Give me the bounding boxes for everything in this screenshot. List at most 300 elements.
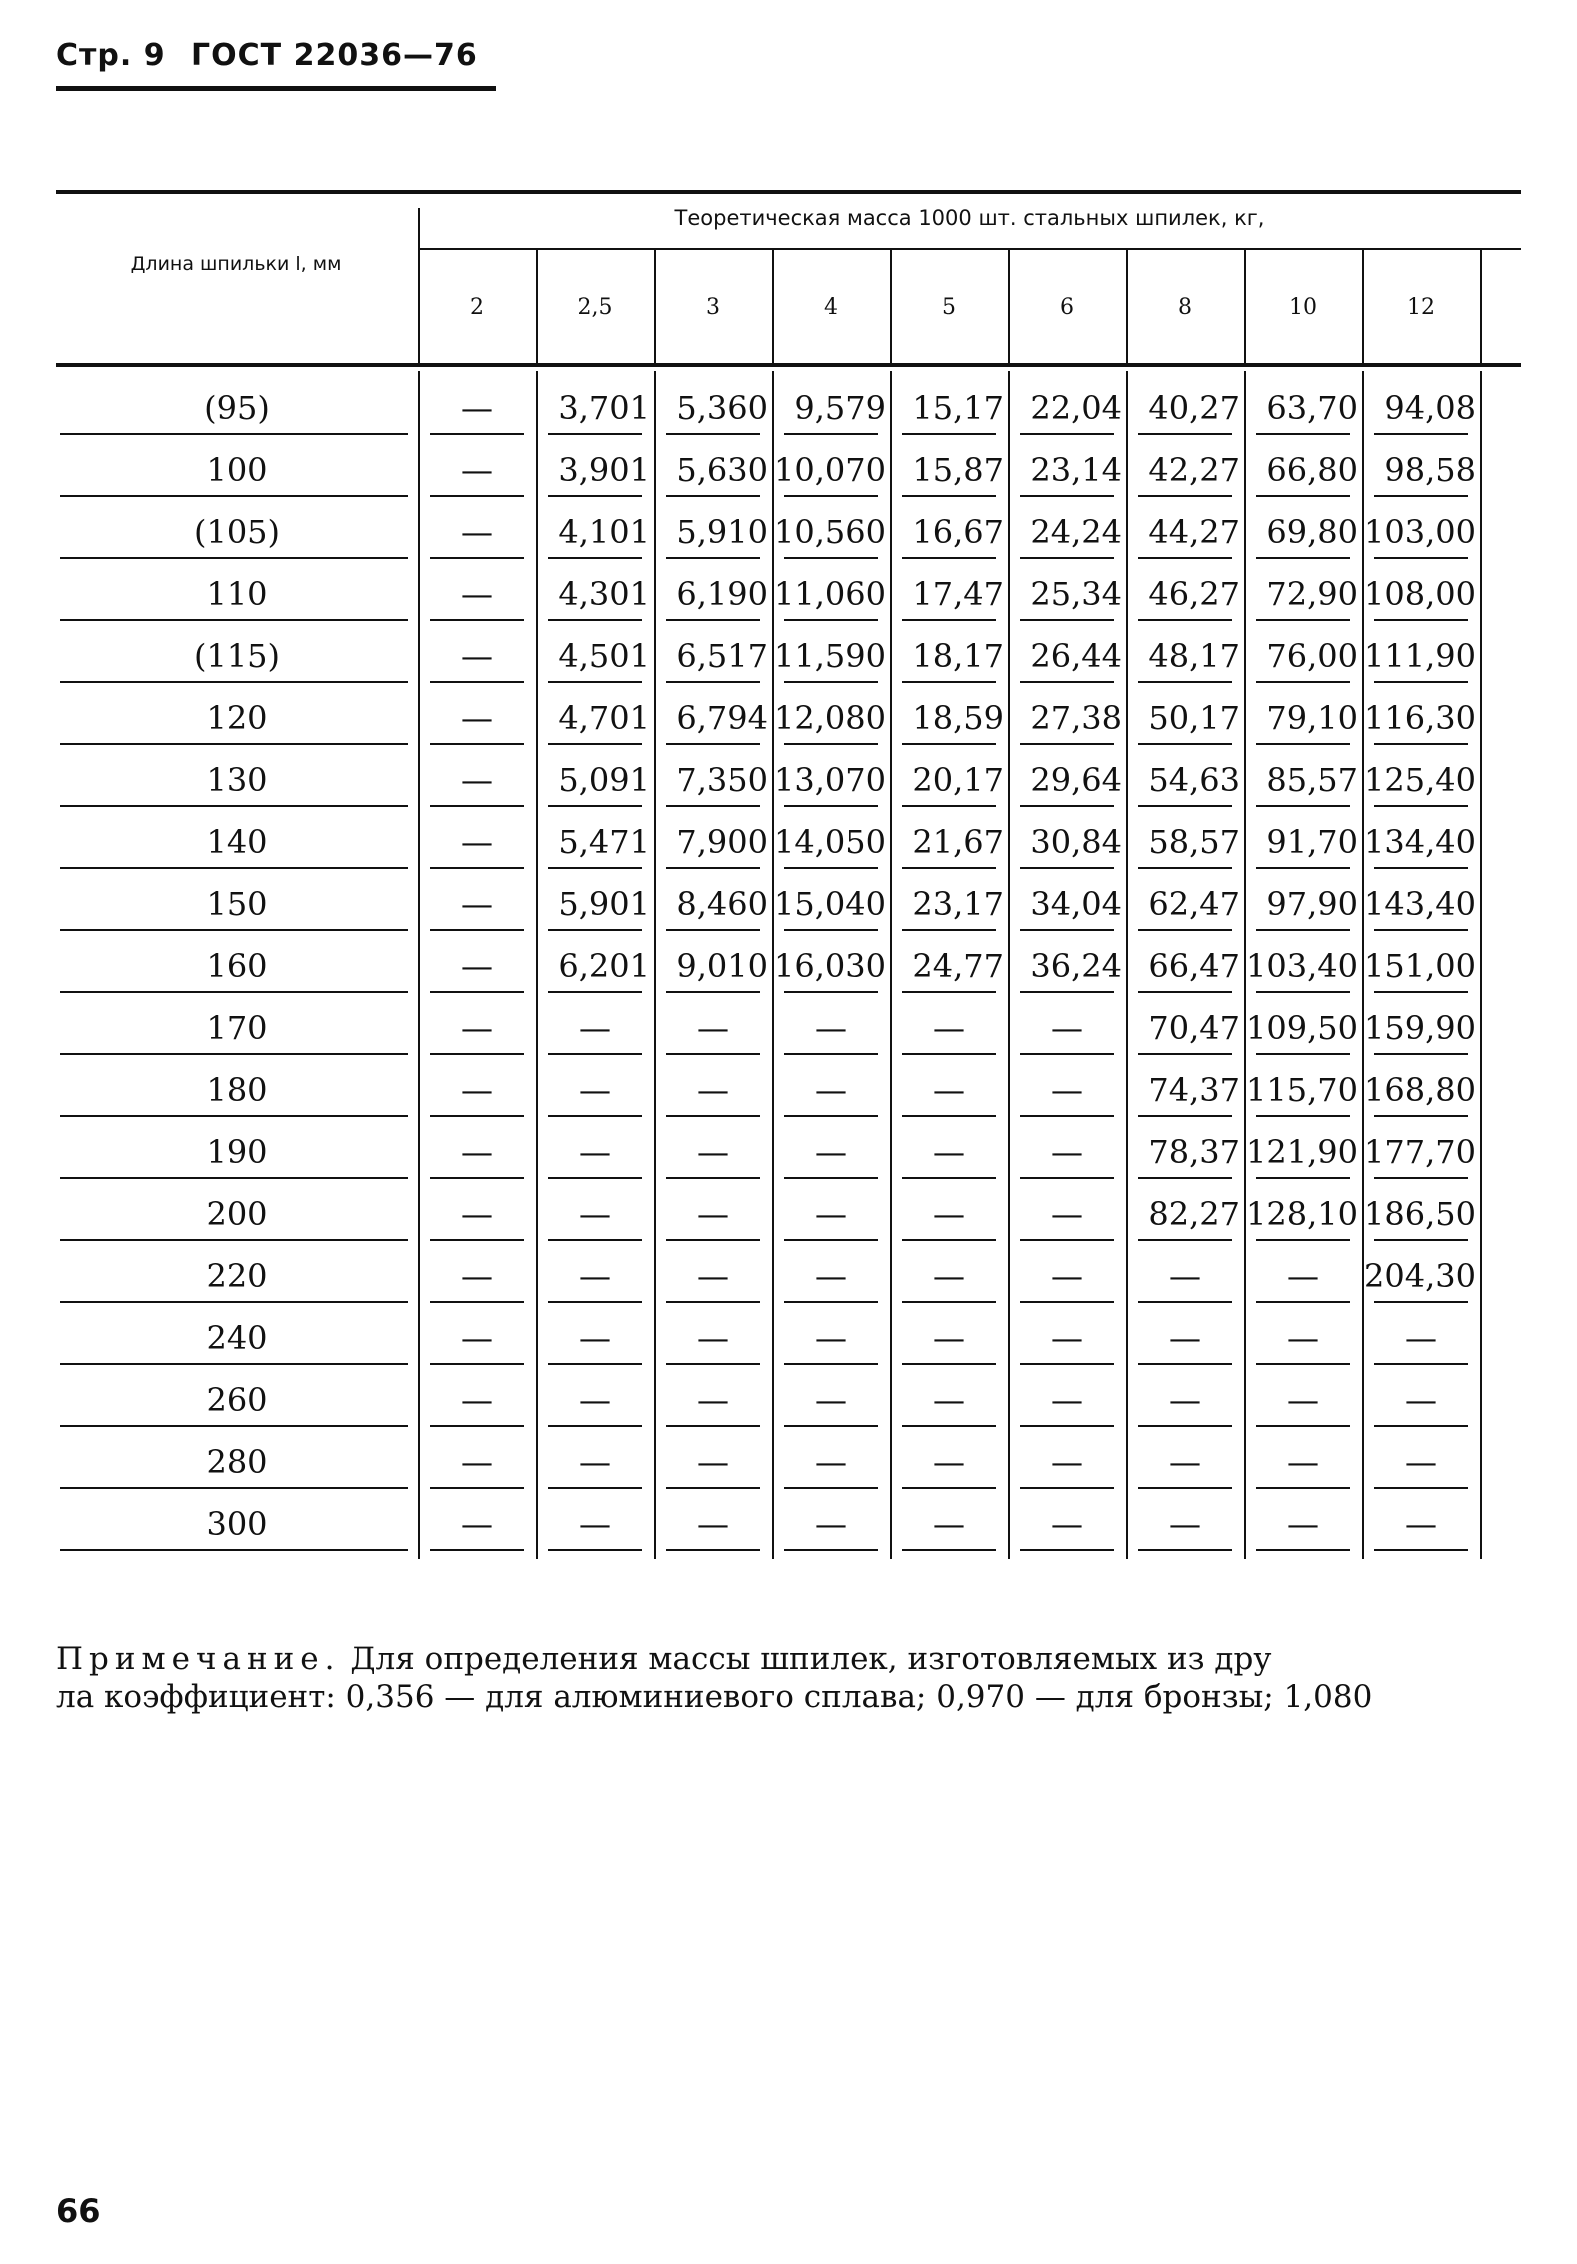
cell-underline [548,495,642,497]
table-cell: — [1287,1257,1319,1295]
cell-underline [902,495,996,497]
cell-underline [1020,991,1114,993]
row-length: (95) [204,389,270,427]
cell-underline [430,929,524,931]
cell-underline [902,1115,996,1117]
table-cell: — [697,1443,729,1481]
table-cell: 204,30 [1364,1257,1476,1295]
cell-underline [1138,619,1232,621]
cell-underline [784,991,878,993]
table-cell: 103,00 [1364,513,1476,551]
table-cell: — [933,1195,965,1233]
cell-underline [666,867,760,869]
table-cell: — [461,575,493,613]
cell-underline [430,619,524,621]
page-header [56,38,496,73]
table-cell: 66,47 [1148,947,1240,985]
table-cell: — [815,1381,847,1419]
table-cell: 168,80 [1364,1071,1476,1109]
cell-underline [666,1549,760,1551]
table-cell: 63,70 [1266,389,1358,427]
row-length: 190 [206,1133,268,1171]
row-underline [60,1363,408,1365]
table-cell: — [1169,1319,1201,1357]
standard-code: ГОСТ 22036—76 [191,38,478,73]
cell-underline [548,433,642,435]
cell-underline [902,433,996,435]
cell-underline [430,557,524,559]
header-rule [56,86,496,91]
table-cell: 9,579 [794,389,886,427]
table-cell: 159,90 [1364,1009,1476,1047]
cell-underline [1020,1177,1114,1179]
cell-underline [1256,557,1350,559]
body-column-rule [418,371,420,1559]
column-header: 2 [470,295,484,320]
row-underline [60,681,408,683]
row-underline [60,433,408,435]
row-underline [60,1053,408,1055]
row-length: 180 [206,1071,268,1109]
table-cell: 128,10 [1246,1195,1358,1233]
cell-underline [902,1239,996,1241]
table-cell: 40,27 [1148,389,1240,427]
cell-underline [1256,929,1350,931]
table-cell: 116,30 [1364,699,1476,737]
row-length: (105) [193,513,281,551]
table-cell: 23,14 [1030,451,1122,489]
table-cell: 5,901 [558,885,650,923]
cell-underline [548,743,642,745]
cell-underline [1020,433,1114,435]
cell-underline [430,681,524,683]
row-underline [60,743,408,745]
body-column-rule [1244,371,1246,1559]
cell-underline [1020,1425,1114,1427]
row-length: 150 [206,885,268,923]
cell-underline [666,495,760,497]
table-cell: 3,701 [558,389,650,427]
cell-underline [1020,557,1114,559]
table-cell: — [1051,1009,1083,1047]
body-column-rule [1480,371,1482,1559]
footnote-lead: Примечание. [56,1641,341,1677]
table-cell: — [933,1257,965,1295]
table-cell: 22,04 [1030,389,1122,427]
column-header: 5 [942,295,956,320]
page-number: 66 [56,2192,101,2230]
row-length: 280 [206,1443,268,1481]
cell-underline [1374,743,1468,745]
cell-underline [1374,929,1468,931]
table-cell: — [1405,1443,1437,1481]
cell-underline [902,1177,996,1179]
cell-underline [1256,1053,1350,1055]
table-cell: — [1051,1257,1083,1295]
table-cell: 29,64 [1030,761,1122,799]
cell-underline [548,1053,642,1055]
table-cell: 23,17 [912,885,1004,923]
cell-underline [430,1177,524,1179]
header-column-rule [1008,250,1010,363]
table-cell: 15,87 [912,451,1004,489]
cell-underline [1374,867,1468,869]
cell-underline [430,867,524,869]
table-cell: — [461,1195,493,1233]
table-cell: 6,517 [676,637,768,675]
header-column-rule [1362,250,1364,363]
header-column-rule [418,208,420,363]
table-cell: 6,201 [558,947,650,985]
table-cell: — [461,451,493,489]
table-cell: 18,59 [912,699,1004,737]
table-cell: — [461,389,493,427]
row-underline [60,1177,408,1179]
table-cell: — [1051,1381,1083,1419]
table-cell: — [1169,1443,1201,1481]
cell-underline [902,929,996,931]
table-cell: 27,38 [1030,699,1122,737]
table-cell: — [1405,1381,1437,1419]
cell-underline [548,1363,642,1365]
table-cell: — [815,1009,847,1047]
header-column-rule [1244,250,1246,363]
cell-underline [430,1363,524,1365]
cell-underline [1138,991,1232,993]
table-cell: — [461,513,493,551]
cell-underline [430,743,524,745]
cell-underline [902,1053,996,1055]
table-cell: 5,910 [676,513,768,551]
cell-underline [666,1239,760,1241]
table-cell: 36,24 [1030,947,1122,985]
cell-underline [784,495,878,497]
cell-underline [548,929,642,931]
cell-underline [1138,1301,1232,1303]
cell-underline [1374,1363,1468,1365]
row-length: 120 [206,699,268,737]
row-underline [60,495,408,497]
header-column-rule [1126,250,1128,363]
cell-underline [1020,743,1114,745]
group-header-rule [418,248,1521,250]
cell-underline [784,1115,878,1117]
cell-underline [1374,991,1468,993]
table-cell: — [579,1195,611,1233]
body-column-rule [536,371,538,1559]
table-cell: 82,27 [1148,1195,1240,1233]
table-cell: — [579,1381,611,1419]
body-column-rule [772,371,774,1559]
body-column-rule [1008,371,1010,1559]
row-length: 300 [206,1505,268,1543]
cell-underline [784,1301,878,1303]
table-cell: — [1169,1381,1201,1419]
table-cell: — [461,1133,493,1171]
cell-underline [1374,1487,1468,1489]
cell-underline [548,619,642,621]
cell-underline [1020,1549,1114,1551]
cell-underline [1256,681,1350,683]
cell-underline [1256,1363,1350,1365]
table-cell: — [1051,1505,1083,1543]
cell-underline [430,805,524,807]
body-column-rule [890,371,892,1559]
table-cell: — [579,1009,611,1047]
table-cell: 5,360 [676,389,768,427]
cell-underline [784,1549,878,1551]
table-cell: — [815,1071,847,1109]
cell-underline [1374,557,1468,559]
cell-underline [430,1053,524,1055]
table-cell: — [461,823,493,861]
cell-underline [1138,1239,1232,1241]
cell-underline [666,1115,760,1117]
table-cell: — [933,1505,965,1543]
table-cell: — [697,1381,729,1419]
cell-underline [784,619,878,621]
column-header: 10 [1289,295,1317,320]
table-cell: — [1051,1133,1083,1171]
cell-underline [666,433,760,435]
table-cell: — [697,1319,729,1357]
table-cell: — [461,885,493,923]
row-underline [60,1301,408,1303]
row-length: 220 [206,1257,268,1295]
table-cell: 85,57 [1266,761,1358,799]
table-cell: 48,17 [1148,637,1240,675]
row-length: (115) [193,637,281,675]
cell-underline [666,1053,760,1055]
column-header: 2,5 [577,295,613,320]
cell-underline [430,1487,524,1489]
cell-underline [1138,681,1232,683]
cell-underline [1256,1487,1350,1489]
table-cell: — [461,1071,493,1109]
table-cell: — [579,1071,611,1109]
cell-underline [1138,1053,1232,1055]
cell-underline [548,991,642,993]
table-cell: 16,67 [912,513,1004,551]
table-cell: — [1051,1443,1083,1481]
table-cell: — [579,1443,611,1481]
cell-underline [430,433,524,435]
cell-underline [1374,1301,1468,1303]
cell-underline [1020,805,1114,807]
column-header: 6 [1060,295,1074,320]
cell-underline [1138,929,1232,931]
cell-underline [1374,1115,1468,1117]
table-cell: — [461,699,493,737]
table-cell: 11,060 [774,575,886,613]
table-cell: 15,040 [774,885,886,923]
table-cell: — [697,1009,729,1047]
cell-underline [1020,1115,1114,1117]
cell-underline [1256,1177,1350,1179]
table-cell: 125,40 [1364,761,1476,799]
cell-underline [548,1239,642,1241]
cell-underline [1138,1115,1232,1117]
cell-underline [1020,929,1114,931]
table-cell: — [461,1009,493,1047]
table-cell: 12,080 [774,699,886,737]
table-cell: 121,90 [1246,1133,1358,1171]
table-cell: 103,40 [1246,947,1358,985]
cell-underline [1374,619,1468,621]
table-cell: 115,70 [1246,1071,1358,1109]
table-cell: 5,471 [558,823,650,861]
table-cell: — [815,1133,847,1171]
cell-underline [666,1363,760,1365]
table-cell: 98,58 [1384,451,1476,489]
table-cell: — [697,1133,729,1171]
row-underline [60,991,408,993]
cell-underline [1138,1487,1232,1489]
cell-underline [666,929,760,931]
cell-underline [1256,1301,1350,1303]
cell-underline [548,1177,642,1179]
cell-underline [548,805,642,807]
cell-underline [430,1239,524,1241]
table-cell: 111,90 [1364,637,1476,675]
cell-underline [784,867,878,869]
cell-underline [1138,805,1232,807]
table-cell: 70,47 [1148,1009,1240,1047]
cell-underline [1138,1363,1232,1365]
cell-underline [548,1301,642,1303]
table-cell: 4,101 [558,513,650,551]
cell-underline [666,805,760,807]
table-cell: 10,070 [774,451,886,489]
header-column-rule [536,250,538,363]
cell-underline [1374,1177,1468,1179]
cell-underline [1020,681,1114,683]
table-cell: — [1051,1195,1083,1233]
cell-underline [902,867,996,869]
table-cell: 7,350 [676,761,768,799]
table-cell: 24,24 [1030,513,1122,551]
row-underline [60,557,408,559]
cell-underline [1138,557,1232,559]
cell-underline [1256,433,1350,435]
table-cell: — [1287,1319,1319,1357]
cell-underline [430,991,524,993]
cell-underline [784,929,878,931]
table-cell: 134,40 [1364,823,1476,861]
cell-underline [1256,991,1350,993]
table-cell: 6,794 [676,699,768,737]
cell-underline [1256,619,1350,621]
cell-underline [1138,1549,1232,1551]
cell-underline [666,619,760,621]
cell-underline [902,1425,996,1427]
cell-underline [1374,805,1468,807]
cell-underline [1374,495,1468,497]
cell-underline [784,1425,878,1427]
cell-underline [1020,867,1114,869]
cell-underline [548,681,642,683]
table-cell: 7,900 [676,823,768,861]
cell-underline [1374,1239,1468,1241]
cell-underline [1374,1053,1468,1055]
cell-underline [784,1363,878,1365]
table-cell: — [579,1257,611,1295]
cell-underline [1256,495,1350,497]
cell-underline [548,1487,642,1489]
row-underline [60,619,408,621]
column-header: 4 [824,295,838,320]
cell-underline [784,1239,878,1241]
row-length: 200 [206,1195,268,1233]
table-cell: 20,17 [912,761,1004,799]
cell-underline [1374,681,1468,683]
table-cell: — [1169,1257,1201,1295]
cell-underline [1374,1425,1468,1427]
footnote-line-2: ла коэффициент: 0,356 — для алюминиевого сплава; 0,970 — для бронзы; 1,080 [56,1679,1373,1715]
cell-underline [548,557,642,559]
cell-underline [784,805,878,807]
table-cell: 4,701 [558,699,650,737]
table-cell: 14,050 [774,823,886,861]
table-cell: 44,27 [1148,513,1240,551]
cell-underline [902,1487,996,1489]
table-cell: 62,47 [1148,885,1240,923]
cell-underline [1138,1425,1232,1427]
table-cell: — [1051,1071,1083,1109]
cell-underline [548,867,642,869]
cell-underline [1020,1487,1114,1489]
table-cell: 16,030 [774,947,886,985]
cell-underline [784,1053,878,1055]
footnote-line-1 [56,1640,1496,1678]
footnote [56,1640,1496,1716]
table-cell: — [579,1319,611,1357]
cell-underline [784,743,878,745]
header-column-rule [1480,250,1482,363]
row-length: 100 [206,451,268,489]
cell-underline [902,1363,996,1365]
table-cell: — [697,1195,729,1233]
table-cell: 10,560 [774,513,886,551]
row-underline [60,929,408,931]
cell-underline [1020,1053,1114,1055]
row-underline [60,867,408,869]
body-column-rule [654,371,656,1559]
cell-underline [548,1115,642,1117]
table-cell: 58,57 [1148,823,1240,861]
table-cell: — [933,1319,965,1357]
cell-underline [548,1425,642,1427]
table-cell: 109,50 [1246,1009,1358,1047]
table-cell: 108,00 [1364,575,1476,613]
table-cell: — [815,1319,847,1357]
table-cell: — [579,1505,611,1543]
row-underline [60,1549,408,1551]
table-cell: — [933,1443,965,1481]
table-top-rule [56,190,1521,194]
table-cell: — [815,1195,847,1233]
table-cell: — [461,1319,493,1357]
header-column-rule [654,250,656,363]
table-cell: 5,630 [676,451,768,489]
stub-header: Длина шпильки l, мм [130,253,342,275]
cell-underline [902,1301,996,1303]
cell-underline [430,1301,524,1303]
table-cell: 79,10 [1266,699,1358,737]
row-underline [60,1239,408,1241]
row-length: 110 [206,575,268,613]
table-cell: 15,17 [912,389,1004,427]
